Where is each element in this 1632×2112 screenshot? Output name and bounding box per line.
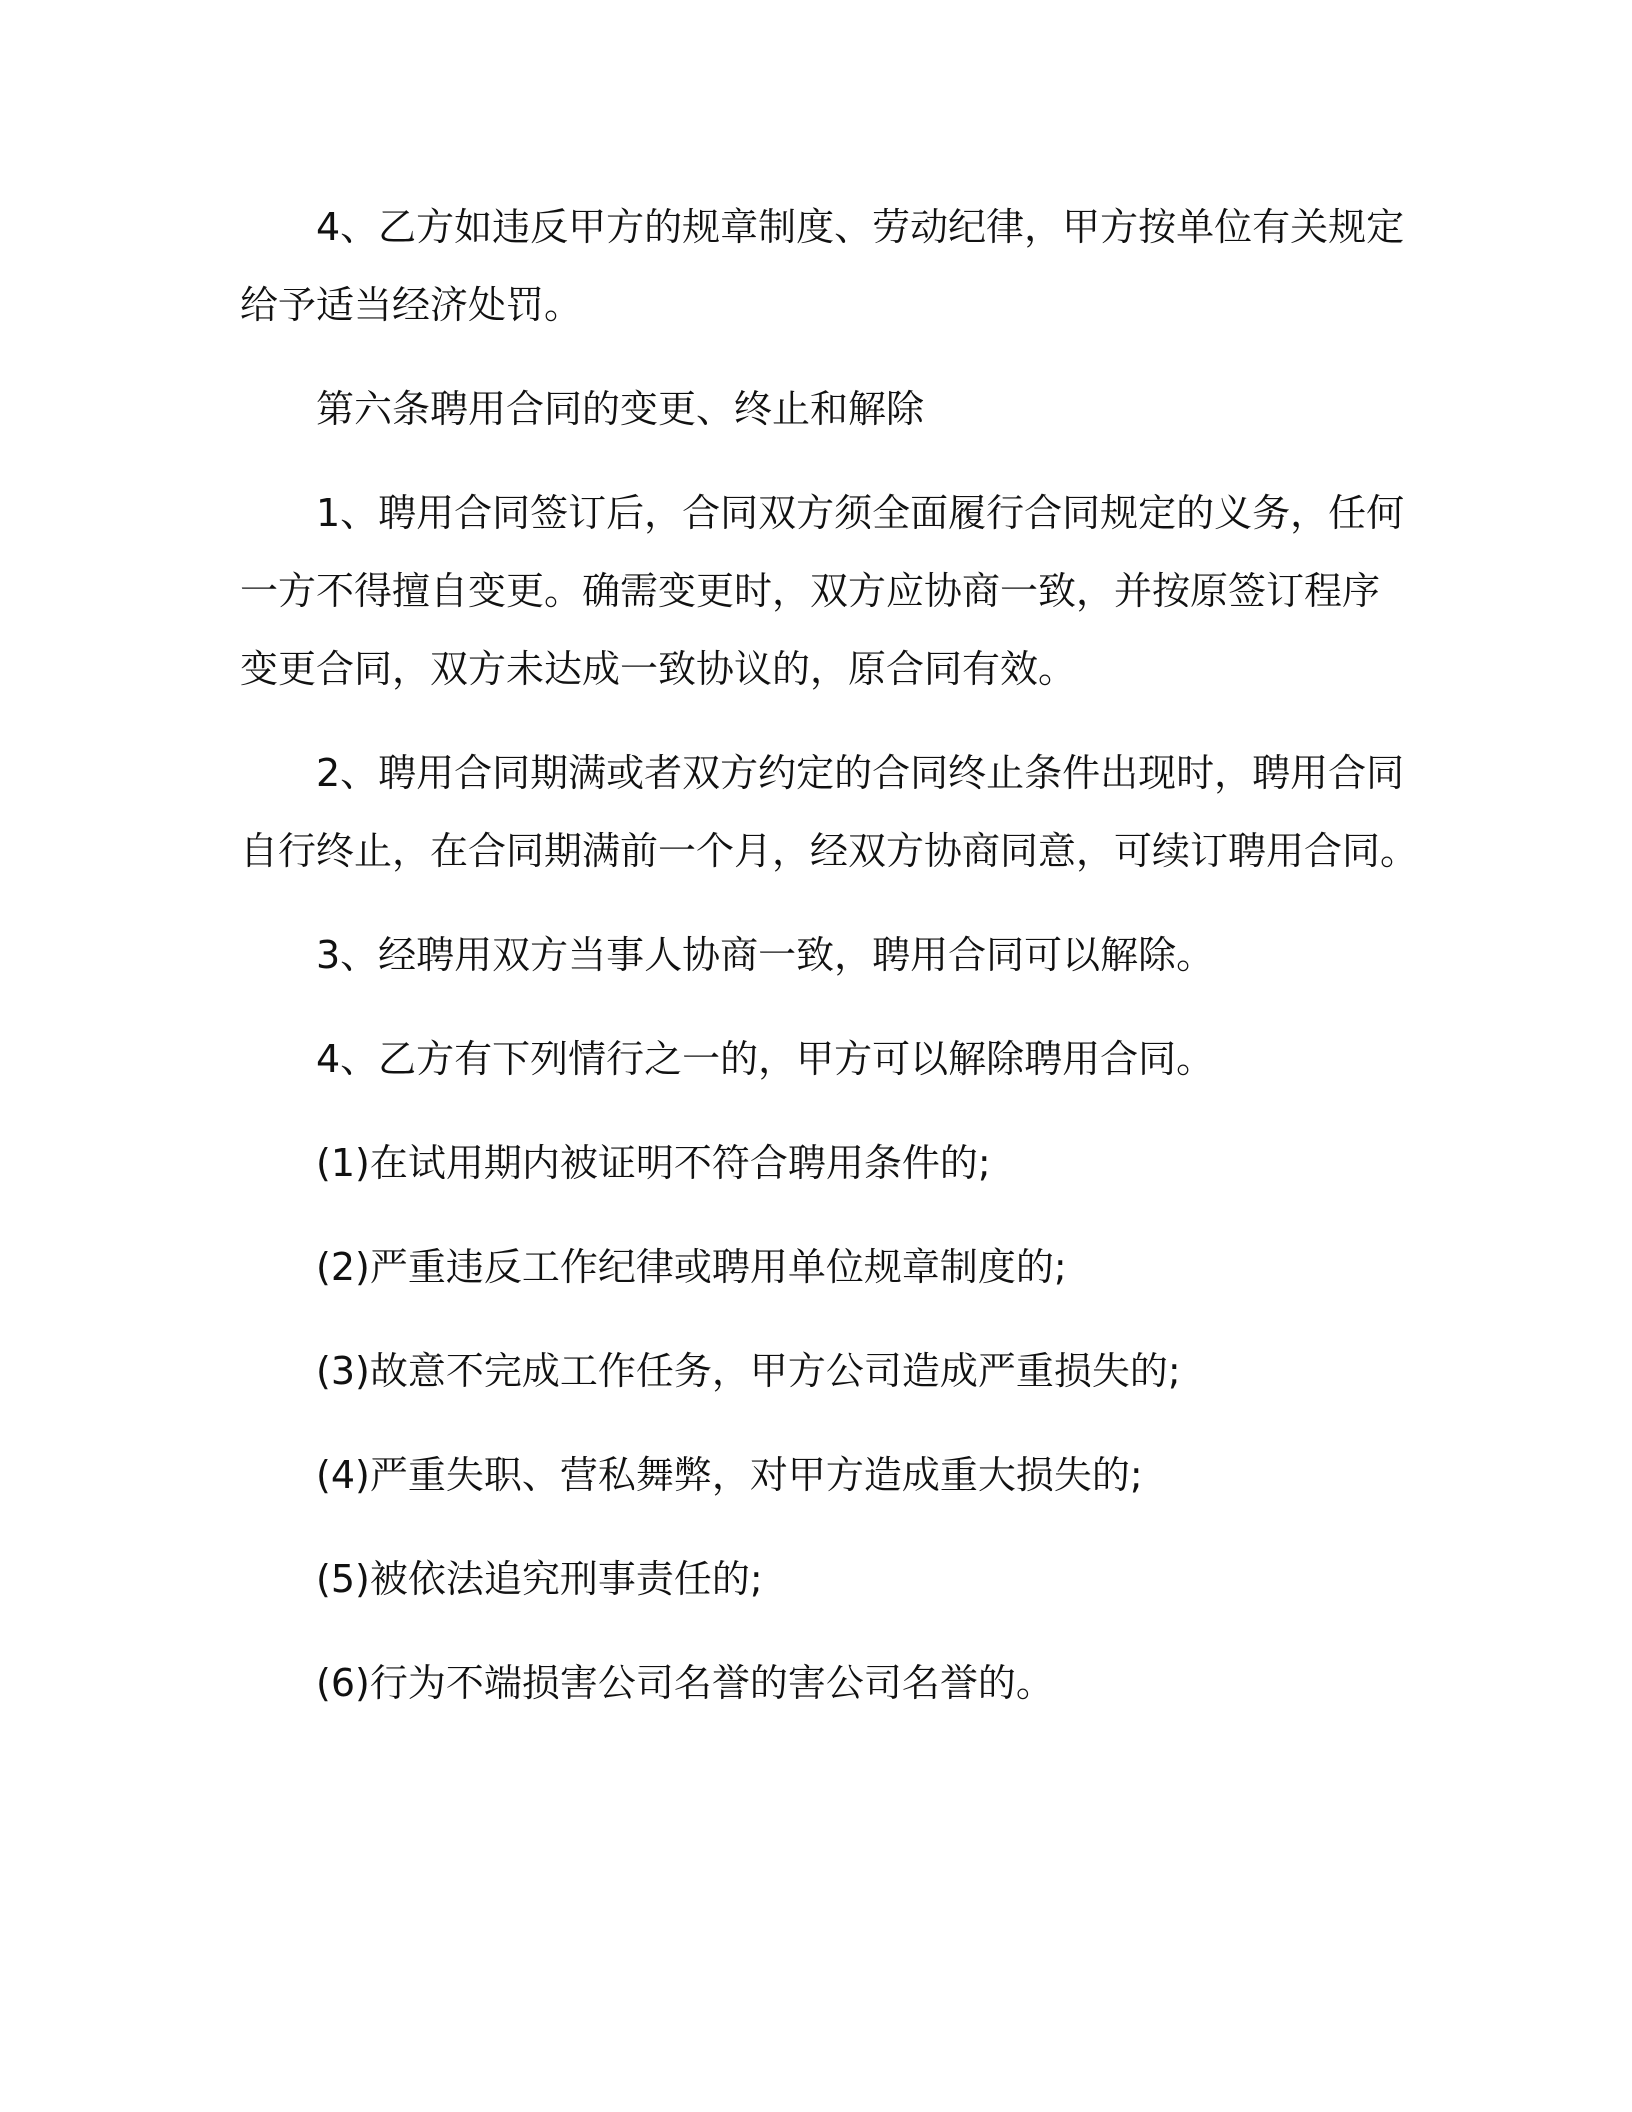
paragraph-line: 自行终止，在合同期满前一个月，经双方协商同意，可续订聘用合同。 <box>240 829 1419 873</box>
heading-line: 第六条聘用合同的变更、终止和解除 <box>316 387 925 431</box>
paragraph-line: 变更合同，双方未达成一致协议的，原合同有效。 <box>240 647 1077 691</box>
paragraph-change <box>240 474 1405 708</box>
paragraph-penalty <box>240 188 1405 344</box>
paragraph-line: 一方不得擅自变更。确需变更时，双方应协商一致，并按原签订程序 <box>240 569 1381 613</box>
list-item-text: (4)严重失职、营私舞弊，对甲方造成重大损失的; <box>316 1453 1143 1497</box>
list-item-text: (5)被依法追究刑事责任的; <box>316 1557 763 1601</box>
paragraph-termination <box>240 734 1419 890</box>
list-item-3 <box>240 1332 1380 1410</box>
paragraph-line: 1、聘用合同签订后，合同双方须全面履行合同规定的义务，任何 <box>316 491 1405 535</box>
paragraph-line: 4、乙方如违反甲方的规章制度、劳动纪律，甲方按单位有关规定 <box>316 205 1405 249</box>
list-item-6 <box>240 1644 1380 1722</box>
section-heading <box>240 370 1380 448</box>
list-item-5 <box>240 1540 1380 1618</box>
list-item-4 <box>240 1436 1380 1514</box>
list-item-text: (1)在试用期内被证明不符合聘用条件的; <box>316 1141 991 1185</box>
paragraph-line: 给予适当经济处罚。 <box>240 283 583 327</box>
list-item-text: (6)行为不端损害公司名誉的害公司名誉的。 <box>316 1661 1054 1705</box>
paragraph-line: 4、乙方有下列情行之一的，甲方可以解除聘用合同。 <box>316 1037 1215 1081</box>
paragraph-line: 2、聘用合同期满或者双方约定的合同终止条件出现时，聘用合同 <box>316 751 1405 795</box>
list-item-1 <box>240 1124 1380 1202</box>
list-item-2 <box>240 1228 1380 1306</box>
paragraph-line: 3、经聘用双方当事人协商一致，聘用合同可以解除。 <box>316 933 1215 977</box>
list-item-text: (2)严重违反工作纪律或聘用单位规章制度的; <box>316 1245 1067 1289</box>
list-item-text: (3)故意不完成工作任务，甲方公司造成严重损失的; <box>316 1349 1181 1393</box>
paragraph-dissolution-conditions <box>240 1020 1380 1098</box>
document-body <box>240 188 1419 1748</box>
paragraph-mutual-dissolution <box>240 916 1380 994</box>
